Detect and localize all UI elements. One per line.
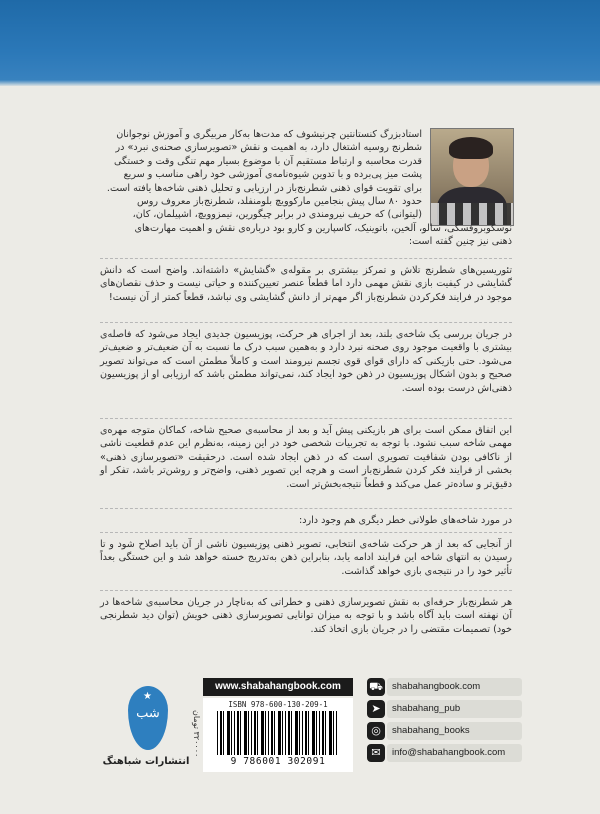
- paragraph: این اتفاق ممکن است برای هر بازیکنی پیش آید و بعد از محاسبه‌ی صحیح شاخه، کماکان متوجه مهره‌ی مهمی شاخه سبب نشود. با توجه به تجربیات شخصی خود در این زمینه، به‌نظرم این عدم قطعیت ناشی از ناکافی بودن شفافیت تصویری است که در ذهن ایجاد شده است. درحقیقت «تصویرسازی ذهنی» بخشی از فرایند فکر کردن شطرنج‌باز است و هرچه این تصویر ذهنی، واضح‌تر و روشن‌تر باشد، تفکر او دقیق‌تر و ساده‌تر عمل می‌کند و قطعاً نتیجه‌بخش‌تر است.: [100, 425, 512, 490]
- intro-line: پشت میز پی‌برده و با تدوین شیوه‌نامه‌ی آموزشی خود راهی مناسب و سریع: [123, 169, 422, 181]
- paragraph: در جریان بررسی یک شاخه‌ی بلند، بعد از اجرای هر حرکت، پوزیسیون جدیدی ایجاد می‌شود که فاصله‌ی بیشتری با واقعیت موجود روی صحنه نبرد دارد و به‌همین سبب درک ما نسبت به آن ضعیف‌تر و ضعیف‌تر می‌شود. حتی بازیکنی که دارای قوای قوی تجسم نیرومند است و کاملاً مطمئن است که می‌تواند تصویر صحیح و بدون اشکال پوزیسیون در ذهن خود ایجاد کند، نمی‌تواند مطمئن باشد که ارزیابی او از پوزیسیون ذهنی‌اش درست بوده است.: [100, 329, 512, 394]
- intro-line: حدود ۸۰ سال پیش بنجامین مارکوویچ بلومنفلد، شطرنج‌باز معروف روس: [137, 196, 422, 208]
- intro-line: ذهنی نیز چنین گفته است:: [408, 236, 512, 248]
- divider: [100, 258, 512, 259]
- barcode-box: [203, 698, 353, 772]
- barcode-bars: [217, 711, 339, 755]
- social-label: info@shabahangbook.com: [387, 744, 522, 762]
- divider: [100, 508, 512, 509]
- divider: [100, 532, 512, 533]
- paragraph: هر شطرنج‌باز حرفه‌ای به نقش تصویرسازی ذهنی و خطراتی که به‌ناچار در جریان محاسبه‌ی شاخه‌ها در آن نهفته است باید آگاه باشد و با توجه به میزان توانایی تصویرسازی ذهنی خویش (توان دید شطرنجی خود) تصمیمات مقتضی را در جریان بازی اتخاذ کند.: [100, 597, 512, 635]
- publisher-logo: ★ شب: [128, 686, 168, 750]
- social-shop[interactable]: [367, 678, 517, 696]
- price-label: ۳۲۰۰۰۰ تومان: [192, 710, 201, 758]
- social-email[interactable]: [367, 744, 517, 762]
- intro-line: قدرت محاسبه و ارتباط مستقیم آن با موضوع بسیار مهم تنگی وقت و خستگی: [114, 155, 422, 167]
- barcode-number: 9 786001 302091: [230, 756, 326, 767]
- telegram-icon: ➤: [367, 700, 385, 718]
- top-color-band: [0, 0, 600, 86]
- social-label: shabahang_pub: [387, 700, 522, 718]
- shopping-cart-icon: ⛟: [367, 678, 385, 696]
- isbn-label: ISBN 978-600-130-209-1: [228, 700, 328, 709]
- intro-line: (لیتوانی) که حریف نیرومندی در برابر چیگورین، نیمزوویچ، اشپیلمان، کان،: [132, 209, 422, 221]
- divider: [100, 590, 512, 591]
- social-label: shabahang_books: [387, 722, 522, 740]
- publisher-name: انتشارات شباهنگ: [102, 756, 190, 767]
- social-telegram[interactable]: [367, 700, 517, 718]
- paragraph: در مورد شاخه‌های طولانی خطر دیگری هم وجود دارد:: [298, 515, 512, 526]
- social-label: shabahangbook.com: [387, 678, 522, 696]
- intro-paragraph: [100, 128, 512, 249]
- paragraph: تئوریسین‌های شطرنج تلاش و تمرکز بیشتری بر مقوله‌ی «گشایش» داشته‌اند. واضح است که دانش گشایشی در کیفیت بازی نقش مهمی دارد اما قطعاً عنصر تعیین‌کننده و حیاتی نیست و حذف نقصان‌های موجود در فرایند فکرکردن شطرنج‌باز اگر مهم‌تر از دانش گشایشی وی نباشد، قطعاً کمتر از آن نیست!: [100, 265, 512, 303]
- instagram-icon: ◎: [367, 722, 385, 740]
- email-icon: ✉: [367, 744, 385, 762]
- intro-line: شطرنج روسیه اشتغال دارد، به اهمیت و نقش «تصویرسازی صحنه‌ی نبرد» در: [115, 142, 422, 154]
- intro-line: نوسکوبروفسکی، سالو، آلخین، باتوینیک، کاسپارین و کارو بود درباره‌ی نقش و اهمیت مهارت‌های: [134, 222, 512, 234]
- intro-line: استادبزرگ کنستانتین چرنیشوف که مدت‌ها به‌کار مربیگری و آموزش نوجوانان: [116, 129, 422, 140]
- website-label[interactable]: www.shabahangbook.com: [203, 678, 353, 696]
- intro-line: برای تقویت قوای ذهنی شطرنج‌باز در ارزیابی و تحلیل ذهنی شاخه‌ها یافته است.: [106, 182, 422, 194]
- social-instagram[interactable]: [367, 722, 517, 740]
- divider: [100, 418, 512, 419]
- divider: [100, 322, 512, 323]
- paragraph: از آنجایی که بعد از هر حرکت شاخه‌ی انتخابی، تصویر ذهنی پوزیسیون ناشی از آن باید اصلاح شود و تا رسیدن به انتهای شاخه این فرایند ادامه یابد، بنابراین ذهن به‌تدریج خسته خواهد شد و این خستگی بعداً تأثیر خود را در نتیجه‌ی بازی خواهد گذاشت.: [100, 539, 512, 577]
